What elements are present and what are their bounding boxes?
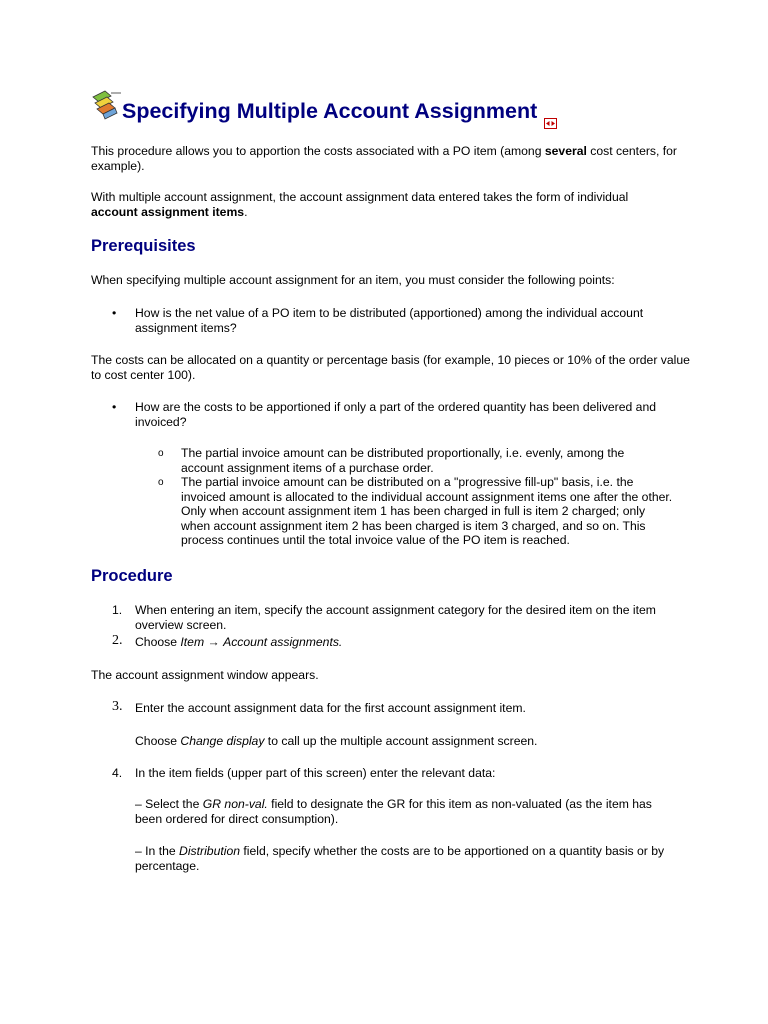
procedure-step-4: In the item fields (upper part of this screen) enter the relevant data: [135,766,496,780]
step4a-suffix: field to designate the GR for this item as non-valuated (as the item has been ordered for direct consumption). [135,797,652,826]
procedure-step-3-detail [135,734,695,749]
step4a-prefix: – Select the [135,797,203,811]
intro-p1-text-end: cost centers, for example). [91,144,677,173]
sap-process-logo-icon [91,89,125,123]
step2-menu-item: Item [180,635,205,649]
step3b-prefix: Choose [135,734,181,748]
step-number: 1. [112,603,123,617]
bullet-item-1: How is the net value of a PO item to be distributed (apportioned) among the individual account assignment items? [135,306,644,335]
step-number: 2. [112,633,123,648]
step3b-suffix: to call up the multiple account assignment screen. [264,734,538,748]
procedure-step-2 [135,635,695,650]
step4b-prefix: – In the [135,844,180,858]
cost-allocation-note: The costs can be allocated on a quantity or percentage basis (for example, 10 pieces or 10% of the order value to cost center 100). [91,353,690,382]
sub-bullet-item-1: The partial invoice amount can be distributed proportionally, i.e. evenly, among the account assignment items of a purchase order. [181,446,625,475]
intro-p2-bold: account assignment items [91,204,245,219]
step2-prefix: Choose [135,635,181,649]
procedure-step-4-distribution [135,844,675,873]
procedure-step-1: When entering an item, specify the account assignment category for the desired item on the item overview screen. [135,603,656,632]
title-text: Specifying Multiple Account Assignment [122,99,538,123]
right-arrow-icon: → [207,635,220,649]
bullet-marker: • [112,306,117,320]
intro-p1-text: This procedure allows you to apportion the costs associated with a PO item (among [91,144,545,158]
step4b-suffix: field, specify whether the costs are to be apportioned on a quantity basis or by percentage. [135,844,665,873]
intro-p1-bold: several [544,144,587,158]
procedure-step-4-gr [135,797,675,826]
step4b-italic: Distribution [179,844,241,858]
step-number: 4. [112,766,123,780]
intro-paragraph-1 [91,144,689,173]
sub-bullet-item-2: The partial invoice amount can be distributed on a "progressive fill-up" basis, i.e. the invoiced amount is allocated to the individual account assignment items one after the other. Only when account assignment item 1 has been charged in full is item 2 charged; only when account assignment item 2 has been charged is item 3 charged, and so on. This process continues until the total invoice value of the PO item is reached. [181,475,673,548]
bullet-item-2: How are the costs to be apportioned if only a part of the ordered quantity has been delivered and invoiced? [135,400,657,429]
sub-bullet-marker: o [158,477,164,488]
bullet-marker: • [112,400,117,414]
intro-p2-text-end: . [244,204,248,219]
reference-link-icon[interactable] [544,107,557,118]
window-appears-note: The account assignment window appears. [91,668,319,682]
sub-bullet-marker: o [158,448,164,459]
procedure-heading: Procedure [91,567,173,585]
step3b-italic: Change display [180,734,265,748]
prerequisites-lead: When specifying multiple account assignment for an item, you must consider the following points: [91,273,615,287]
prerequisites-heading: Prerequisites [91,237,196,255]
step2-menu-target: Account assignments. [223,635,343,649]
intro-p2-text: With multiple account assignment, the account assignment data entered takes the form of individual [91,190,629,204]
procedure-step-3: Enter the account assignment data for the first account assignment item. [135,701,526,715]
intro-paragraph-2 [91,190,671,219]
step-number: 3. [112,699,123,714]
step4a-italic: GR non-val. [202,797,268,811]
page-title [91,96,557,126]
